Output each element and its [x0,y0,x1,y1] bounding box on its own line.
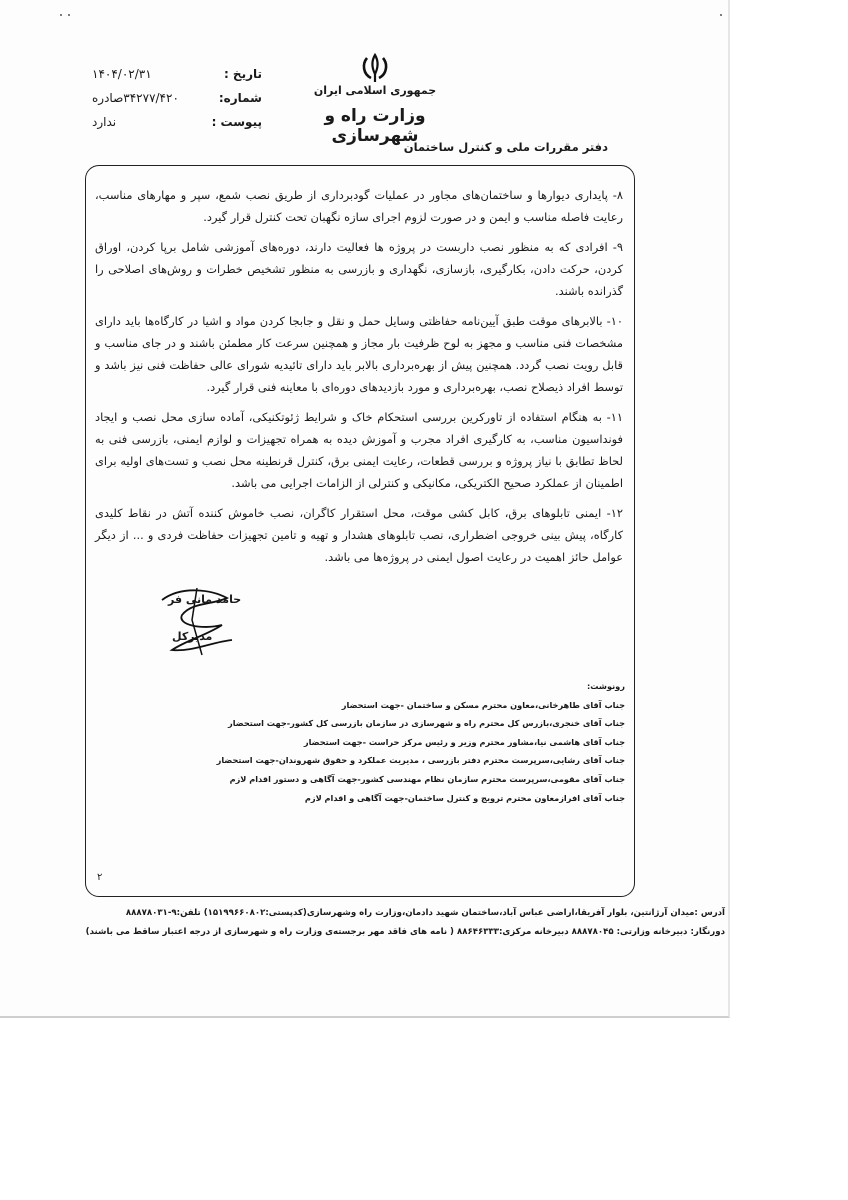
signer-title: مدیرکل [172,630,213,643]
page-number: ۲ [97,872,103,883]
body-item-11: ۱۱- به هنگام استفاده از تاورکرین بررسی استحکام خاک و شرایط ژئوتکنیکی، آماده سازی محل نصب و ایجاد فونداسیون مناسب، به کارگیری افراد مجرب و آموزش دیده به همراه تجهیزات و لوازم ایمنی، بازرسی فنی به لحاظ تطابق با نیاز پروژه و بررسی قطعات، رعایت ایمنی برق، کنترل قرنطینه محل نصب و تست‌های اولیه برای اطمینان از عملکرد صحیح الکتریکی، مکانیکی و کنترلی از الزامات اجرایی می باشد. [95,410,623,490]
country-name: جمهوری اسلامی ایران [313,84,437,97]
date-row [92,62,262,86]
cc-line: جناب آقای طاهرخانی،معاون محترم مسکن و ساختمان -جهت استحضار [341,699,625,710]
cc-line: جناب آقای مقومی،سرپرست محترم سازمان نظام مهندسی کشور-جهت آگاهی و دستور اقدام لازم [229,773,625,784]
scan-speck [720,14,722,16]
office-name: دفتر مقررات ملی و کنترل ساختمان [403,140,608,154]
cc-line: جناب آقای افرازمعاون محترم ترویج و کنترل ساختمان-جهت آگاهی و اقدام لازم [304,792,625,803]
scan-speck [68,14,70,16]
signer-name: حامد مانی فر [168,593,242,606]
letter-body [95,184,623,576]
attachment-value: ندارد [92,115,117,129]
attachment-label: پیوست : [211,115,262,129]
body-item-10: ۱۰- بالابرهای موقت طبق آیین‌نامه حفاظتی وسایل حمل و نقل و جابجا کردن مواد و اشیا در کارگاه‌ها باید دارای مشخصات فنی مناسب و مجهز به لوح ظرفیت بار مجاز و همچنین سرعت کار مطمئن باشند و در جای مناسب و قابل رویت نصب گردد. همچنین پیش از بهره‌برداری بالابر باید دارای تائیدیه شورای عالی حفاظت فنی نیز باشد و توسط افراد ذیصلاح نصب، بهره‌برداری و مورد بازدیدهای دوره‌ای با معاینه فنی قرار گیرد. [95,314,623,394]
body-item-8: ۸- پایداری دیوارها و ساختمان‌های مجاور در عملیات گودبرداری از طریق نصب شمع، سپر و مهارهای مناسب، رعایت فاصله مناسب و ایمن و در صورت لزوم اجرای سازه نگهبان تحت کنترل قرار گیرد. [95,188,623,224]
cc-line: جناب آقای هاشمی نیا،مشاور محترم وزیر و رئیس مرکز حراست -جهت استحضار [303,736,625,747]
scan-speck [60,14,62,16]
number-label: شماره: [218,91,262,105]
ministry-name: وزارت راه و شهرسازی [324,106,426,146]
date-label: تاریخ : [223,67,262,81]
cc-line: جناب آقای خنجری،بازرس کل محترم راه و شهرسازی در سازمان بازرسی کل کشور-جهت استحضار [227,718,625,729]
body-item-12: ۱۲- ایمنی تابلوهای برق، کابل کشی موقت، محل استقرار کاگران، نصب خاموش کننده آتش در نقاط کلیدی کارگاه، پیش بینی خروجی اضطراری، نصب تابلوهای هشدار و تهیه و تامین تجهیزات حفاظت فردی و ... از دیگر عوامل حائز اهمیت در رعایت اصول ایمنی در پروژه‌ها می باشد. [95,506,623,564]
letter-meta [92,62,262,134]
number-value: ۳۴۲۷۷/۴۲۰صادره [92,91,179,105]
body-item-9: ۹- افرادی که به منظور نصب داربست در پروژه ها فعالیت دارند، دوره‌های آموزشی شامل برپا کردن، اوراق کردن، حرکت دادن، بکارگیری، بازسازی، نگهداری و بازرسی به منظور تشخیص خطرات و روش‌های اصلاحی را گذرانده باشند. [95,240,623,298]
number-row [92,86,262,110]
handwritten-signature [152,580,242,660]
cc-line: جناب آقای رشایی،سرپرست محترم دفتر بازرسی ، مدیریت عملکرد و حقوق شهروندان-جهت استحضار [216,755,625,766]
iran-emblem-icon [355,52,395,84]
date-value: ۱۴۰۴/۰۲/۳۱ [92,67,152,81]
attachment-row [92,110,262,134]
footer-fax: دورنگار: دبیرخانه وزارتی: ۸۸۸۷۸۰۴۵ دبیرخانه مرکزی:۸۸۶۴۶۳۳۳ ( نامه های فاقد مهر برجسته‌ی وزارت راه و شهرسازی از درجه اعتبار ساقط می باشند) [85,927,725,937]
footer [35,904,725,942]
cc-list [100,677,625,807]
footer-address: آدرس :میدان آرژانتین، بلوار آفریقا،اراضی عباس آباد،ساختمان شهید دادمان،وزارت راه وشهرسازی(کدپستی:۱۵۱۹۹۶۶۰۸۰۲) تلفن:۹-۸۸۸۷۸۰۳۱ [125,908,725,918]
cc-label: رونوشت: [586,681,625,691]
